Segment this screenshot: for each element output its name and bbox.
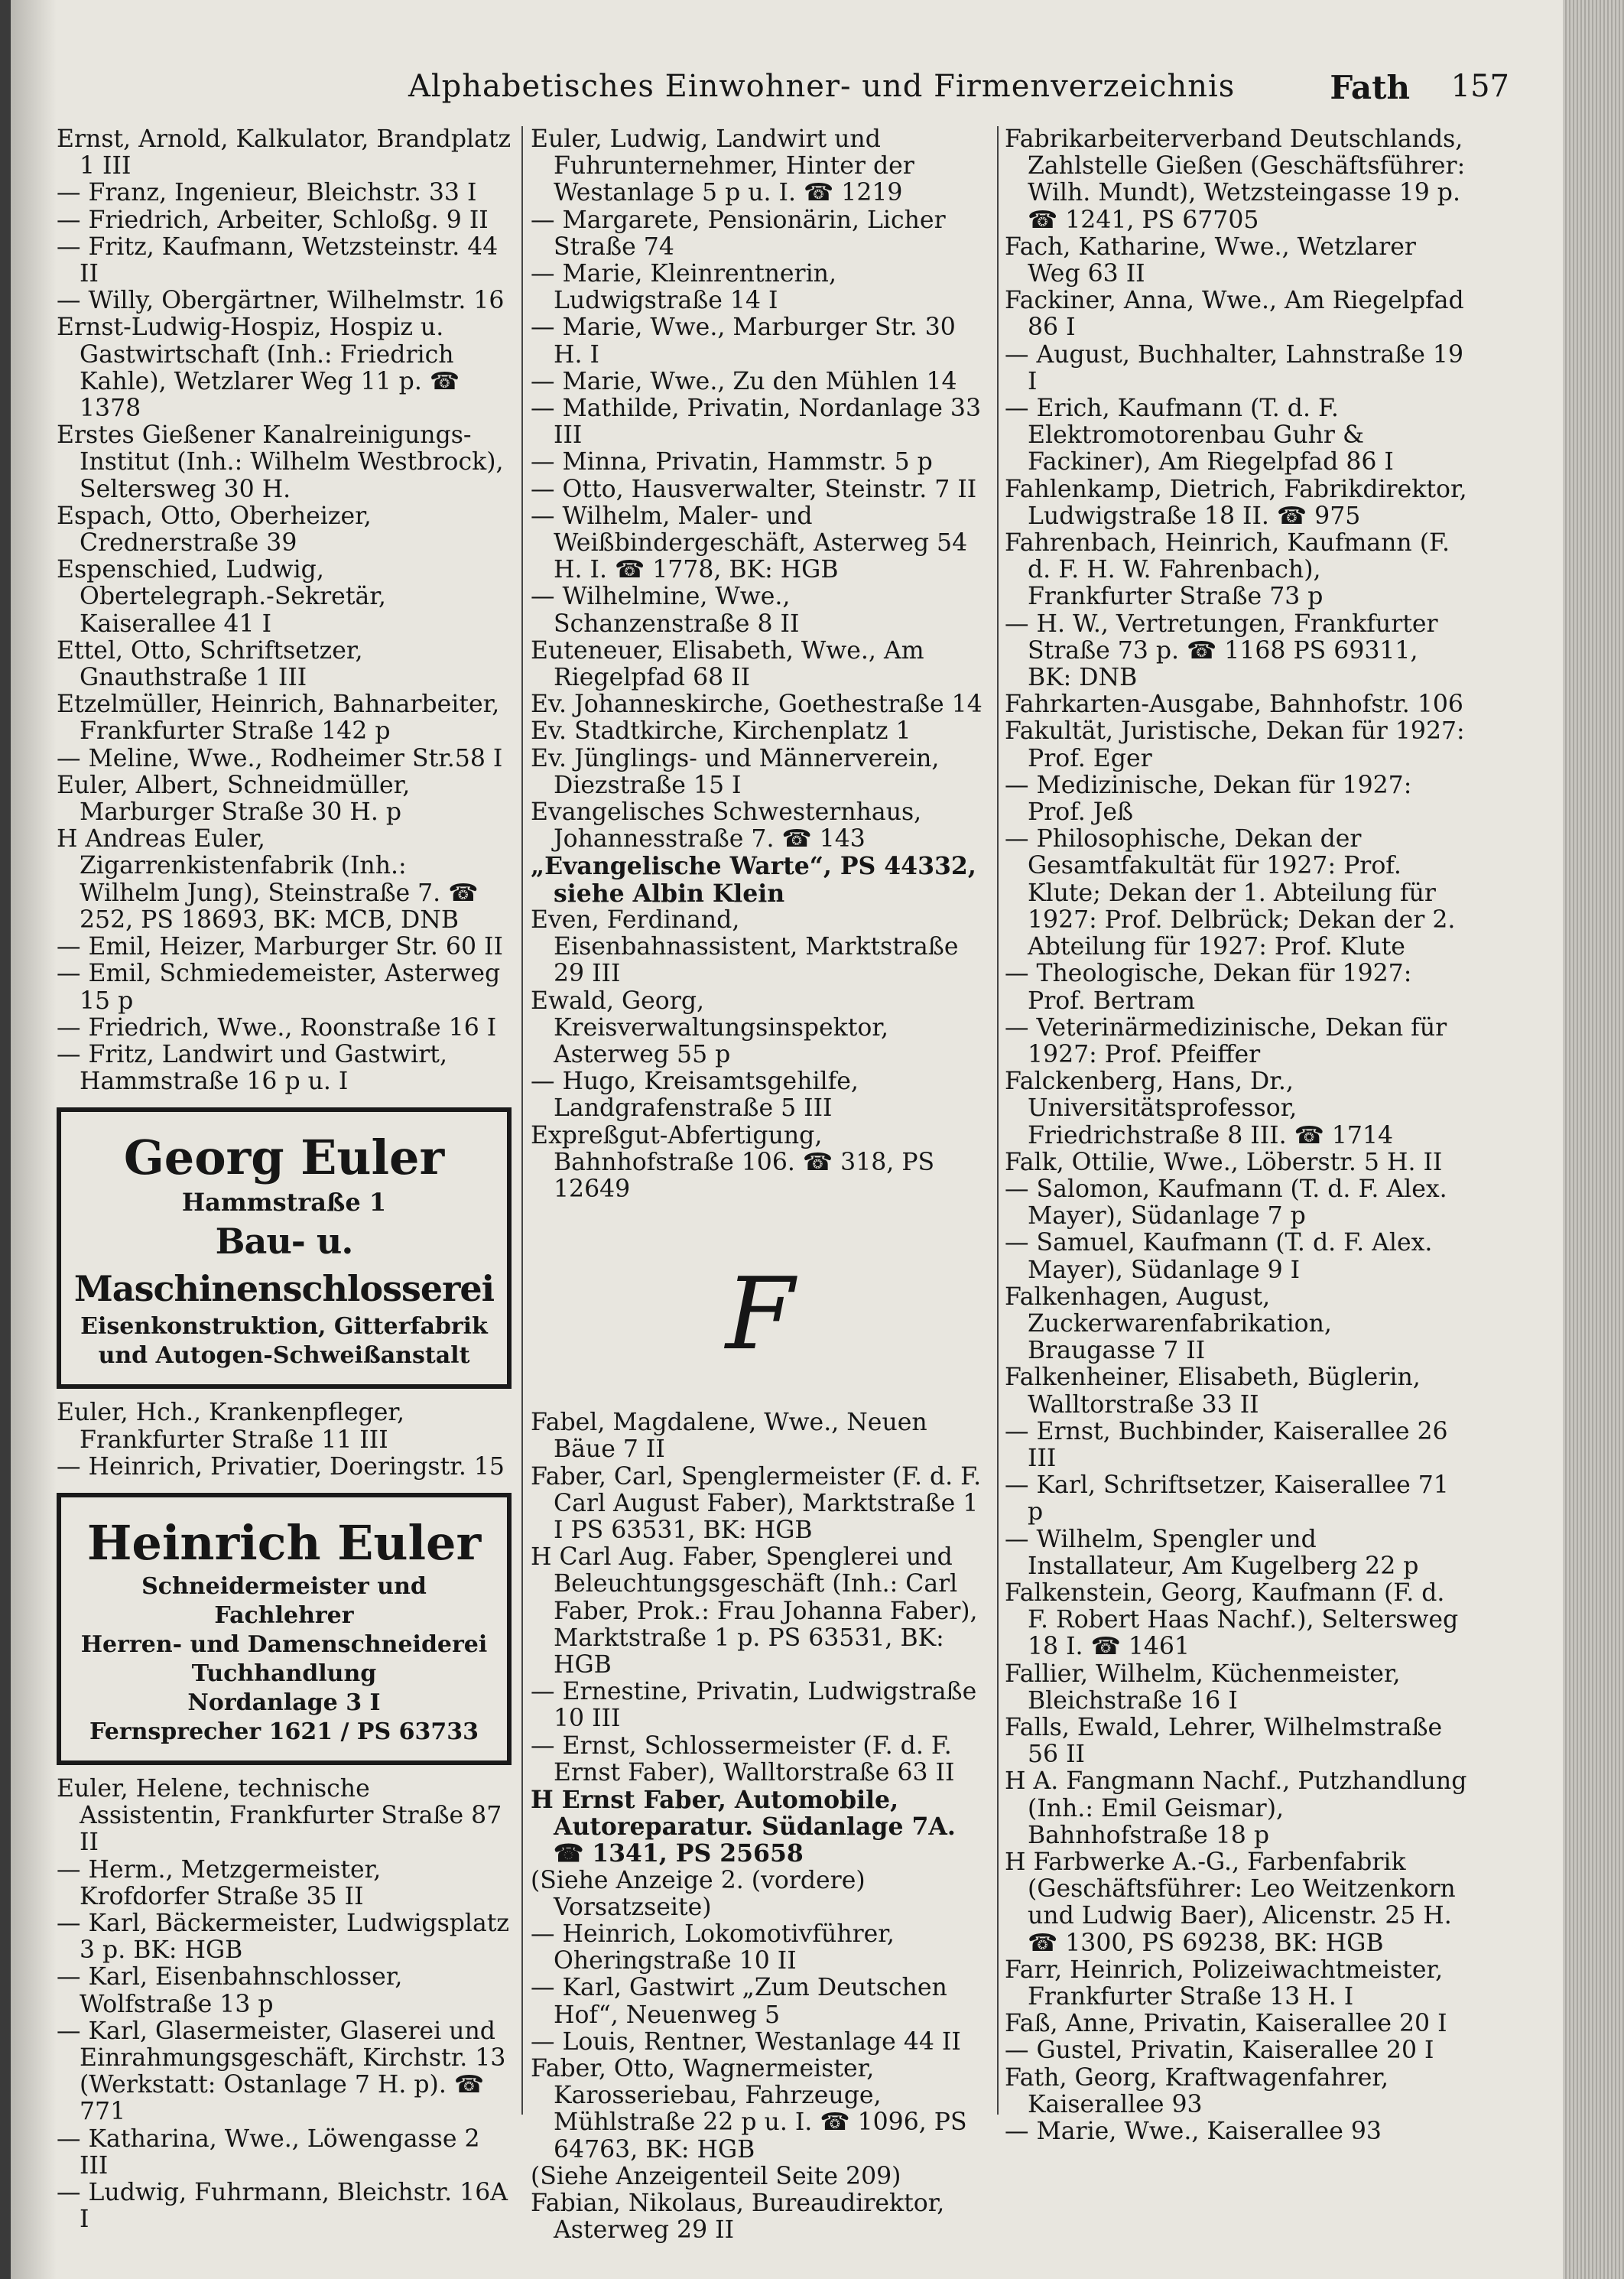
directory-entry: Euler, Hch., Krankenpfleger, Frankfurter Straße 11 III (57, 1399, 404, 1454)
directory-entry: — Wilhelm, Maler- und Weißbindergeschäft, Asterweg 54 H. I. ☎ 1778, BK: HGB (531, 502, 968, 584)
directory-entry: — Veterinärmedizinische, Dekan für 1927: Prof. Pfeiffer (1005, 1013, 1447, 1068)
directory-entry: Ernst-Ludwig-Hospiz, Hospiz u. Gastwirtschaft (Inh.: Friedrich Kahle), Wetzlarer Weg 11 p. ☎ 1378 (57, 314, 460, 423)
advert-name: Georg Euler (123, 1130, 445, 1186)
directory-entry: Etzelmüller, Heinrich, Bahnarbeiter, Frankfurter Straße 142 p (57, 691, 500, 746)
column-rule-1 (521, 126, 523, 2115)
column-rule-2 (997, 126, 999, 2115)
advert-line: Eisenkonstruktion, Gitterfabrik (80, 1313, 488, 1341)
directory-entry: — Karl, Schriftsetzer, Kaiserallee 71 p (1005, 1471, 1449, 1526)
directory-entry: Even, Ferdinand, Eisenbahnassistent, Marktstraße 29 III (531, 905, 959, 988)
directory-entry: — Medizinische, Dekan für 1927: Prof. Jeß (1005, 771, 1412, 827)
directory-entry: — H. W., Vertretungen, Frankfurter Straße 73 p. ☎ 1168 PS 69311, BK: DNB (1005, 610, 1438, 692)
directory-entry: — Emil, Schmiedemeister, Asterweg 15 p (57, 960, 501, 1015)
directory-entry: — Emil, Heizer, Marburger Str. 60 II (57, 933, 503, 961)
directory-entry: Euteneuer, Elisabeth, Wwe., Am Riegelpfad 68 II (531, 636, 924, 692)
directory-entry: — Marie, Kleinrentnerin, Ludwigstraße 14 I (531, 260, 836, 315)
directory-entry: — Willy, Obergärtner, Wilhelmstr. 16 (57, 287, 505, 315)
directory-entry: Fach, Katharine, Wwe., Wetzlarer Weg 63 II (1005, 232, 1416, 288)
directory-page (11, 0, 1624, 2279)
advert-line: Schneidermeister und Fachlehrer (141, 1572, 427, 1629)
entry-list (531, 907, 989, 1203)
entry-list (57, 1776, 512, 2233)
directory-entry: (Siehe Anzeigenteil Seite 209) (531, 2162, 901, 2190)
bold-entry: „Evangelische Warte“, PS 44332, siehe Albin Klein (531, 852, 976, 908)
directory-entry: — Minna, Privatin, Hammstr. 5 p (531, 448, 933, 476)
directory-entry: — Ludwig, Fuhrmann, Bleichstr. 16A I (57, 2178, 508, 2234)
entry-list (531, 1409, 989, 1786)
advert-line: und Autogen-Schweißanstalt (98, 1342, 470, 1370)
directory-entry: Euler, Albert, Schneidmüller, Marburger Straße 30 H. p (57, 771, 411, 827)
directory-entry: Faß, Anne, Privatin, Kaiserallee 20 I (1005, 2010, 1447, 2038)
directory-entry: — Heinrich, Privatier, Doeringstr. 15 (57, 1452, 505, 1481)
directory-entry: Ernst, Arnold, Kalkulator, Brandplatz 1 III (57, 125, 512, 180)
advert-line: Nordanlage 3 I (187, 1689, 381, 1716)
column-2 (531, 126, 989, 2244)
directory-entry: — Ernst, Schlossermeister (F. d. F. Ernst Faber), Walltorstraße 63 II (531, 1731, 955, 1786)
advert-trade: Bau- u. Maschinenschlosserei (73, 1221, 495, 1310)
advert-line: Herren- und Damenschneiderei (80, 1630, 488, 1658)
directory-entry: Ewald, Georg, Kreisverwaltungsinspektor, Asterweg 55 p (531, 987, 889, 1068)
directory-entry: — Meline, Wwe., Rodheimer Str.58 I (57, 744, 503, 772)
directory-entry: — Ernst, Buchbinder, Kaiserallee 26 III (1005, 1417, 1448, 1472)
directory-entry: — Karl, Bäckermeister, Ludwigsplatz 3 p. BK: HGB (57, 1909, 510, 1965)
directory-entry: Falkenhagen, August, Zuckerwarenfabrikation, Braugasse 7 II (1005, 1283, 1332, 1365)
directory-entry: Ev. Johanneskirche, Goethestraße 14 (531, 691, 983, 719)
directory-entry: H A. Fangmann Nachf., Putzhandlung (Inh.: Emil Geismar), Bahnhofstraße 18 p (1005, 1767, 1467, 1849)
catchword: Fath (1330, 69, 1410, 106)
directory-entry: Ev. Stadtkirche, Kirchenplatz 1 (531, 717, 911, 746)
directory-entry: — Mathilde, Privatin, Nordanlage 33 III (531, 395, 981, 450)
advert-georg-euler (57, 1107, 512, 1389)
directory-entry: H Carl Aug. Faber, Spenglerei und Beleuchtungsgeschäft (Inh.: Carl Faber, Prok.: Frau Johanna Faber), Marktstraße 1 p. PS 63531, BK: HGB (531, 1543, 978, 1679)
directory-entry: Falkenheiner, Elisabeth, Büglerin, Walltorstraße 33 II (1005, 1364, 1421, 1419)
directory-entry: Ettel, Otto, Schriftsetzer, Gnauthstraße 1 III (57, 636, 363, 692)
directory-entry: — Friedrich, Wwe., Roonstraße 16 I (57, 1013, 497, 1042)
directory-entry: — Herm., Metzgermeister, Krofdorfer Straße 35 II (57, 1855, 382, 1910)
directory-entry: Fath, Georg, Kraftwagenfahrer, Kaiserallee 93 (1005, 2063, 1389, 2118)
directory-entry: Fabel, Magdalene, Wwe., Neuen Bäue 7 II (531, 1409, 927, 1464)
directory-entry: — Wilhelm, Spengler und Installateur, Am Kugelberg 22 p (1005, 1525, 1419, 1580)
directory-entry: H Andreas Euler, Zigarrenkistenfabrik (Inh.: Wilhelm Jung), Steinstraße 7. ☎ 252, PS 18693, BK: MCB, DNB (57, 825, 479, 934)
directory-entry: — Karl, Gastwirt „Zum Deutschen Hof“, Neuenweg 5 (531, 1974, 947, 2029)
directory-entry: (Siehe Anzeige 2. (vordere) Vorsatzseite) (531, 1866, 866, 1921)
bold-entry: H Ernst Faber, Automobile, Autoreparatur. Südanlage 7A. ☎ 1341, PS 25658 (531, 1785, 956, 1868)
directory-entry: Faber, Carl, Spenglermeister (F. d. F. Carl August Faber), Marktstraße 1 I PS 63531, BK: HGB (531, 1462, 982, 1544)
directory-entry: Farr, Heinrich, Polizeiwachtmeister, Frankfurter Straße 13 H. I (1005, 1956, 1444, 2011)
directory-entry: Falls, Ewald, Lehrer, Wilhelmstraße 56 II (1005, 1713, 1443, 1769)
column-3 (1005, 126, 1467, 2145)
directory-entry: Erstes Gießener Kanalreinigungs-Institut (Inh.: Wilhelm Westbrock), Seltersweg 30 H. (57, 421, 504, 503)
advert-street: Hammstraße 1 (181, 1188, 387, 1218)
directory-entry: — Philosophische, Dekan der Gesamtfakultät für 1927: Prof. Klute; Dekan der 1. Abteilung für 1927: Prof. Delbrück; Dekan der 2. Abteilung für 1927: Prof. Klute (1005, 825, 1456, 961)
directory-entry: Falckenberg, Hans, Dr., Universitätsprofessor, Friedrichstraße 8 III. ☎ 1714 (1005, 1068, 1394, 1149)
directory-entry: — Samuel, Kaufmann (T. d. F. Alex. Mayer), Südanlage 9 I (1005, 1229, 1433, 1284)
page-edges (1563, 0, 1624, 2279)
directory-entry: — Marie, Wwe., Kaiserallee 93 (1005, 2118, 1382, 2146)
directory-entry: — Karl, Glasermeister, Glaserei und Einrahmungsgeschäft, Kirchstr. 13 (Werkstatt: Ostanlage 7 H. p). ☎ 771 (57, 2017, 506, 2126)
directory-entry: — Marie, Wwe., Zu den Mühlen 14 (531, 367, 957, 395)
page-number: 157 (1450, 69, 1509, 104)
directory-entry: — Wilhelmine, Wwe., Schanzenstraße 8 II (531, 583, 800, 638)
entry-list (57, 1400, 512, 1481)
directory-entry: — Hugo, Kreisamtsgehilfe, Landgrafenstraße 5 III (531, 1068, 859, 1123)
directory-entry: Evangelisches Schwesternhaus, Johannesstraße 7. ☎ 143 (531, 798, 922, 853)
entry-list (531, 126, 989, 853)
entry-list (531, 1868, 989, 2245)
advert-line: Tuchhandlung (191, 1660, 377, 1687)
column-1 (57, 126, 512, 2233)
directory-entry: — Katharina, Wwe., Löwengasse 2 III (57, 2125, 480, 2180)
directory-entry: Expreßgut-Abfertigung, Bahnhofstraße 106. ☎ 318, PS 12649 (531, 1121, 935, 1203)
directory-entry: — Karl, Eisenbahnschlosser, Wolfstraße 13 p (57, 1963, 403, 2018)
directory-entry: — Otto, Hausverwalter, Steinstr. 7 II (531, 475, 977, 503)
directory-entry: Fakultät, Juristische, Dekan für 1927: Prof. Eger (1005, 717, 1465, 772)
directory-entry: — Louis, Rentner, Westanlage 44 II (531, 2027, 961, 2056)
directory-entry: Espenschied, Ludwig, Obertelegraph.-Sekretär, Kaiserallee 41 I (57, 556, 386, 638)
directory-entry: — Fritz, Landwirt und Gastwirt, Hammstraße 16 p u. I (57, 1040, 447, 1096)
directory-entry: Faber, Otto, Wagnermeister, Karosseriebau, Fahrzeuge, Mühlstraße 22 p u. I. ☎ 1096, PS 64763, BK: HGB (531, 2055, 967, 2164)
directory-entry: Fabrikarbeiterverband Deutschlands, Zahlstelle Gießen (Geschäftsführer: Wilh. Mundt), Wetzsteingasse 19 p. ☎ 1241, PS 67705 (1005, 125, 1466, 234)
binding-shadow (11, 0, 57, 2279)
directory-entry: Ev. Jünglings- und Männerverein, Diezstraße 15 I (531, 744, 940, 799)
directory-entry: Fallier, Wilhelm, Küchenmeister, Bleichstraße 16 I (1005, 1660, 1401, 1715)
directory-entry: — Margarete, Pensionärin, Licher Straße 74 (531, 206, 946, 261)
directory-entry: — Friedrich, Arbeiter, Schloßg. 9 II (57, 206, 489, 234)
directory-entry: Falkenstein, Georg, Kaufmann (F. d. F. Robert Haas Nachf.), Seltersweg 18 I. ☎ 1461 (1005, 1578, 1459, 1661)
directory-entry: — August, Buchhalter, Lahnstraße 19 I (1005, 340, 1463, 395)
directory-entry: Espach, Otto, Oberheizer, Crednerstraße 39 (57, 502, 372, 558)
directory-entry: Fabian, Nikolaus, Bureaudirektor, Asterweg 29 II (531, 2190, 945, 2245)
running-title: Alphabetisches Einwohner- und Firmenverzeichnis (408, 69, 1236, 104)
directory-entry: — Salomon, Kaufmann (T. d. F. Alex. Mayer), Südanlage 7 p (1005, 1175, 1447, 1231)
directory-entry: — Theologische, Dekan für 1927: Prof. Bertram (1005, 960, 1412, 1015)
advert-name: Heinrich Euler (86, 1514, 482, 1571)
directory-entry: — Marie, Wwe., Marburger Str. 30 H. I (531, 314, 956, 369)
directory-entry: — Franz, Ingenieur, Bleichstr. 33 I (57, 179, 477, 207)
directory-entry: — Heinrich, Lokomotivführer, Oheringstraße 10 II (531, 1920, 895, 1975)
directory-entry: Fahrkarten-Ausgabe, Bahnhofstr. 106 (1005, 691, 1463, 719)
entry-list (1005, 126, 1467, 2145)
directory-entry: — Erich, Kaufmann (T. d. F. Elektromotorenbau Guhr & Fackiner), Am Riegelpfad 86 I (1005, 395, 1394, 476)
advert-heinrich-euler (57, 1493, 512, 1765)
directory-entry: Euler, Ludwig, Landwirt und Fuhrunternehmer, Hinter der Westanlage 5 p u. I. ☎ 1219 (531, 125, 914, 207)
directory-entry: Falk, Ottilie, Wwe., Löberstr. 5 H. II (1005, 1148, 1443, 1176)
section-letter: F (725, 1256, 795, 1373)
directory-entry: H Farbwerke A.-G., Farbenfabrik (Geschäftsführer: Leo Weitzenkorn und Ludwig Baer), Alicenstr. 25 H. ☎ 1300, PS 69238, BK: HGB (1005, 1848, 1456, 1957)
directory-entry: Fackiner, Anna, Wwe., Am Riegelpfad 86 I (1005, 287, 1464, 342)
directory-entry: Fahlenkamp, Dietrich, Fabrikdirektor, Ludwigstraße 18 II. ☎ 975 (1005, 475, 1467, 530)
entry-list (57, 126, 512, 1095)
directory-entry: — Gustel, Privatin, Kaiserallee 20 I (1005, 2037, 1434, 2065)
directory-entry: — Fritz, Kaufmann, Wetzsteinstr. 44 II (57, 232, 499, 288)
directory-entry: — Ernestine, Privatin, Ludwigstraße 10 III (531, 1678, 977, 1733)
page-header (408, 69, 1509, 122)
advert-line: Fernsprecher 1621 / PS 63733 (89, 1718, 479, 1745)
directory-entry: Fahrenbach, Heinrich, Kaufmann (F. d. F. H. W. Fahrenbach), Frankfurter Straße 73 p (1005, 529, 1450, 611)
directory-entry: Euler, Helene, technische Assistentin, Frankfurter Straße 87 II (57, 1774, 502, 1857)
